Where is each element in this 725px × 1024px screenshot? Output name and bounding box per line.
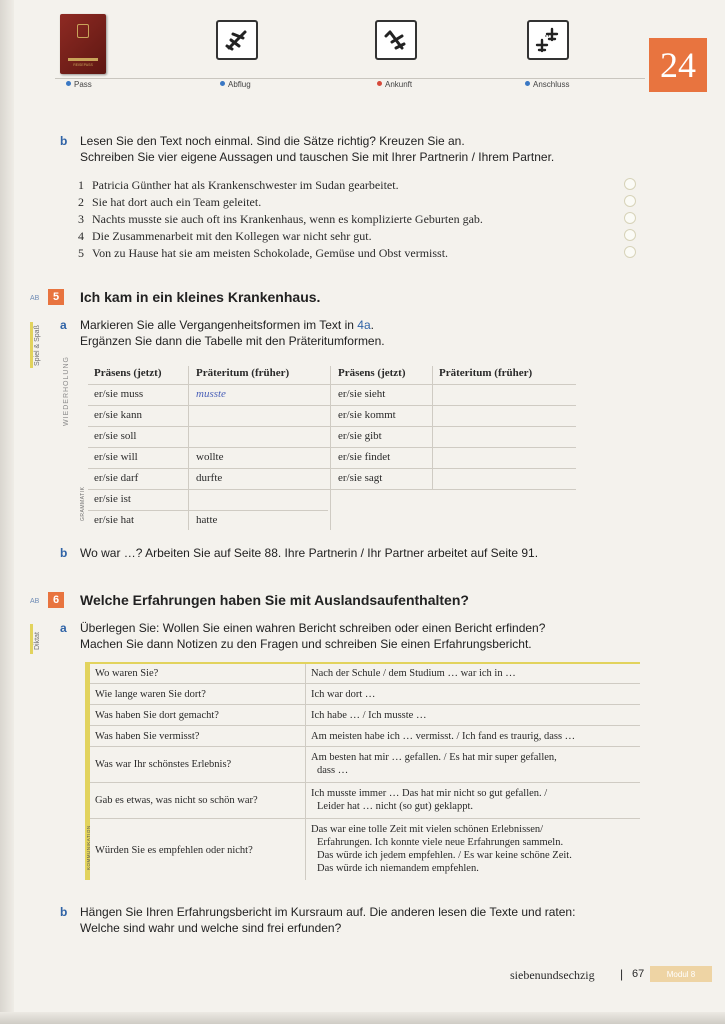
departure-icon (216, 20, 258, 60)
table-cell: wollte (196, 451, 224, 463)
header-label-pass: Pass (66, 80, 92, 89)
exercise-5-title: Ich kam in ein kleines Krankenhaus. (80, 289, 321, 305)
connection-icon (527, 20, 569, 60)
table-cell: er/sie darf (94, 472, 139, 484)
table-cell: er/sie will (94, 451, 138, 463)
bullet-icon (66, 81, 71, 86)
ab-tag: AB (30, 598, 40, 605)
exercise-5a-instruction: Markieren Sie alle Vergangenheitsformen im Text in 4a. Ergänzen Sie dann die Tabelle mit den Präteritumformen. (80, 318, 385, 348)
exercise-6a-letter: a (60, 621, 67, 635)
table-cell: hatte (196, 514, 218, 526)
phrase: Das war eine tolle Zeit mit vielen schönen Erlebnissen/ Erfahrungen. Ich konnte viele neue Erfahrungen sammeln. Das würde ich jedem empfehlen. / Es war keine schöne Zeit. Das würde ich niemandem empfehlen. (311, 824, 572, 874)
col-header-present-2: Präsens (jetzt) (338, 367, 406, 379)
header-label-connection: Anschluss (525, 80, 569, 89)
exercise-5-number: 5 (48, 289, 64, 305)
question: Wo waren Sie? (95, 668, 159, 679)
page-number-word: siebenundsechzig (510, 968, 595, 982)
statement-5: 5 Von zu Hause hat sie am meisten Schokolade, Gemüse und Obst vermisst. (78, 246, 449, 260)
answer-checkbox-1[interactable] (624, 178, 636, 190)
phrase: Ich habe … / Ich musste … (311, 710, 427, 721)
bullet-icon (220, 81, 225, 86)
phrase: Ich war dort … (311, 689, 376, 700)
table-cell: er/sie hat (94, 514, 135, 526)
communication-table (85, 662, 640, 880)
passport-text: REISEPASS (73, 63, 93, 67)
chapter-number: 24 (649, 38, 707, 92)
exercise-6-number: 6 (48, 592, 64, 608)
exercise-6-title: Welche Erfahrungen haben Sie mit Auslandsaufenthalten? (80, 592, 469, 608)
answer-checkbox-5[interactable] (624, 246, 636, 258)
ab-tag: AB (30, 295, 40, 302)
page-number: 67 (632, 968, 645, 980)
exercise-6a-instruction: Überlegen Sie: Wollen Sie einen wahren Bericht schreiben oder einen Bericht erfinden? Machen Sie dann Notizen zu den Fragen und schreiben Sie einen Erfahrungsbericht. (80, 621, 546, 651)
table-cell: er/sie muss (94, 388, 144, 400)
exercise-5a-letter: a (60, 318, 67, 332)
phrase: Am besten hat mir … gefallen. / Es hat mir super gefallen, dass … (311, 752, 557, 776)
question: Gab es etwas, was nicht so schön war? (95, 795, 258, 806)
bullet-icon (377, 81, 382, 86)
passport-icon (60, 14, 106, 74)
answer-checkbox-4[interactable] (624, 229, 636, 241)
exercise-4b-letter: b (60, 134, 68, 148)
table-cell: er/sie soll (94, 430, 137, 442)
answer-checkbox-2[interactable] (624, 195, 636, 207)
side-tag-spiel-spass: Spiel & Spaß (34, 325, 41, 366)
side-tag-bar (30, 624, 33, 654)
statement-1: 1 Patricia Günther hat als Krankenschwester im Sudan gearbeitet. (78, 178, 399, 192)
table-cell: er/sie sagt (338, 472, 383, 484)
phrase: Am meisten habe ich … vermisst. / Ich fand es traurig, dass … (311, 731, 576, 742)
chapter-header (0, 0, 725, 96)
kommunikation-label: KOMMUNIKATION (86, 825, 91, 870)
wiederholung-label: WIEDERHOLUNG (63, 356, 70, 426)
col-header-present-1: Präsens (jetzt) (94, 367, 162, 379)
module-tab: Modul 8 (650, 966, 712, 982)
header-divider (55, 78, 645, 79)
side-tag-diktat: Diktat (34, 632, 41, 650)
col-header-past-1: Präteritum (früher) (196, 367, 290, 379)
table-cell: durfte (196, 472, 223, 484)
statement-2: 2 Sie hat dort auch ein Team geleitet. (78, 195, 262, 209)
exercise-6b-letter: b (60, 905, 68, 919)
table-cell: er/sie kommt (338, 409, 396, 421)
col-header-past-2: Präteritum (früher) (439, 367, 533, 379)
question: Was war Ihr schönstes Erlebnis? (95, 759, 232, 770)
exercise-6b-instruction: Hängen Sie Ihren Erfahrungsbericht im Kursraum auf. Die anderen lesen die Texte und raten: Welche sind wahr und welche sind frei erfunden? (80, 905, 576, 935)
phrase: Ich musste immer … Das hat mir nicht so gut gefallen. / Leider hat … nicht (so gut) geklappt. (311, 788, 548, 812)
table-cell: er/sie ist (94, 493, 131, 505)
header-label-arrival: Ankunft (377, 80, 412, 89)
phrase: Nach der Schule / dem Studium … war ich in … (311, 668, 516, 679)
arrival-icon (375, 20, 417, 60)
exercise-4b-instruction: Lesen Sie den Text noch einmal. Sind die Sätze richtig? Kreuzen Sie an. Schreiben Sie vier eigene Aussagen und tauschen Sie mit Ihrer Partnerin / Ihrem Partner. (80, 134, 555, 164)
table-cell: er/sie gibt (338, 430, 382, 442)
exercise-5b-instruction: Wo war …? Arbeiten Sie auf Seite 88. Ihre Partnerin / Ihr Partner arbeitet auf Seite 91. (80, 546, 539, 560)
handwritten-answer: musste (196, 388, 226, 400)
question: Würden Sie es empfehlen oder nicht? (95, 845, 253, 856)
statement-4: 4 Die Zusammenarbeit mit den Kollegen war nicht sehr gut. (78, 229, 372, 243)
header-label-departure: Abflug (220, 80, 251, 89)
table-cell: er/sie sieht (338, 388, 386, 400)
answer-checkbox-3[interactable] (624, 212, 636, 224)
question: Was haben Sie vermisst? (95, 731, 200, 742)
bullet-icon (525, 81, 530, 86)
table-cell: er/sie kann (94, 409, 142, 421)
question: Wie lange waren Sie dort? (95, 689, 206, 700)
side-tag-bar (30, 322, 33, 368)
statement-3: 3 Nachts musste sie auch oft ins Krankenhaus, wenn es komplizierte Geburten gab. (78, 212, 483, 226)
table-cell: er/sie findet (338, 451, 391, 463)
exercise-5b-letter: b (60, 546, 68, 560)
page-binding-shadow (0, 0, 14, 1024)
page-bottom-edge (0, 1012, 725, 1024)
question: Was haben Sie dort gemacht? (95, 710, 219, 721)
grammatik-label: GRAMMATIK (80, 486, 86, 521)
footer-separator: | (620, 967, 624, 981)
